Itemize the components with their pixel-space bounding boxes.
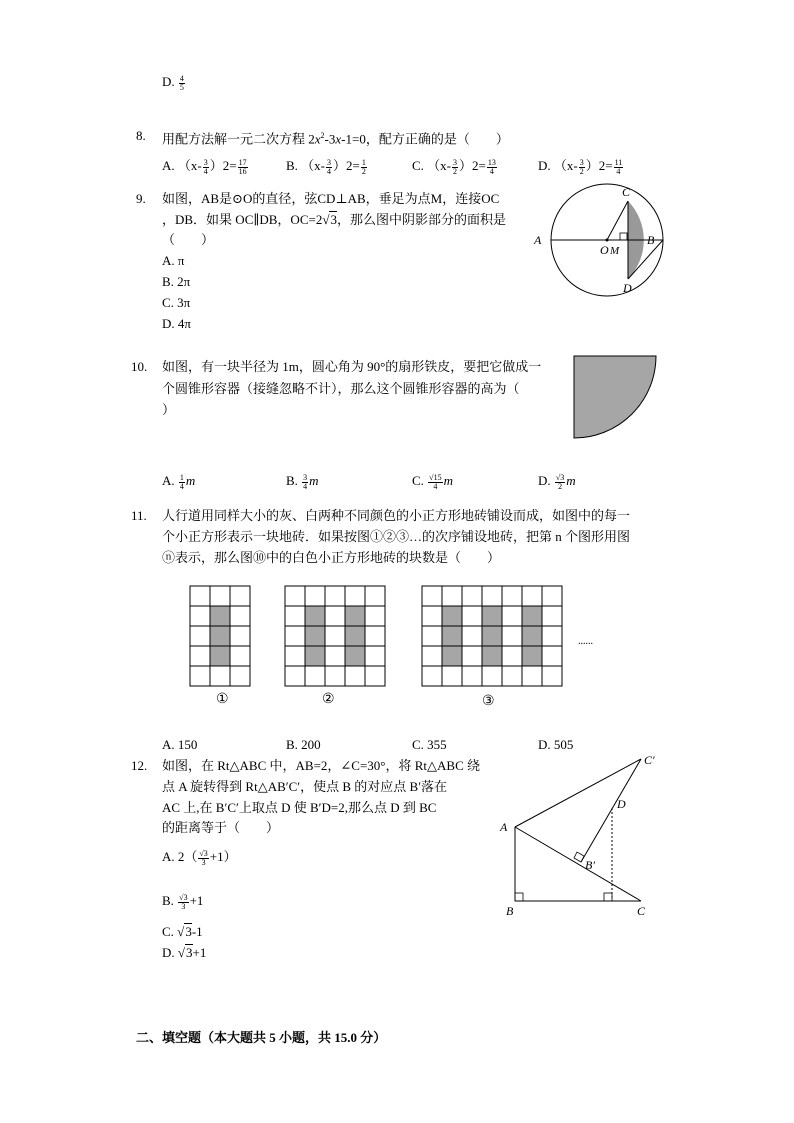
q9-option-a: A. π bbox=[162, 253, 185, 268]
q9-option-c: C. 3π bbox=[162, 295, 191, 310]
q12-triangle-figure bbox=[495, 750, 670, 922]
white-tile bbox=[365, 666, 385, 686]
gray-tile bbox=[210, 606, 230, 626]
section-2-title: 二、填空题（本大题共 5 小题，共 15.0 分） bbox=[136, 1030, 387, 1045]
q11-line2: 个小正方形表示一块地砖．如果按图①②③…的次序铺设地砖，把第 n 个图形用图 bbox=[162, 529, 631, 544]
q7-option-d bbox=[162, 74, 186, 92]
gray-tile bbox=[522, 606, 542, 626]
white-tile bbox=[422, 666, 442, 686]
gray-tile bbox=[305, 606, 325, 626]
white-tile bbox=[285, 626, 305, 646]
fraction: $\frac{1}{4}$ bbox=[179, 472, 184, 491]
q9-line2: ，DB．如果 OC∥DB，OC=2√3，那么图中阴影部分的面积是 bbox=[162, 212, 506, 227]
q12-option-c: C. √3-1 bbox=[162, 924, 203, 939]
white-tile bbox=[462, 626, 482, 646]
white-tile bbox=[190, 646, 210, 666]
white-tile bbox=[325, 646, 345, 666]
q9-option-d: D. 4π bbox=[162, 316, 191, 331]
label-m: M bbox=[610, 245, 620, 257]
white-tile bbox=[365, 606, 385, 626]
q11-line3: ⓝ表示，那么图⑩中的白色小正方形地砖的块数是（ ） bbox=[162, 550, 501, 565]
white-tile bbox=[365, 646, 385, 666]
white-tile bbox=[190, 626, 210, 646]
fraction: $\frac{3}{4}$ bbox=[203, 157, 208, 176]
gray-tile bbox=[442, 646, 462, 666]
q10-option-a: A. $\frac{1}{4}$ m bbox=[162, 472, 196, 491]
white-tile bbox=[482, 666, 502, 686]
q8-option-d: D. （x- $\frac{3}{2}$ ）2= $\frac{11}{4}$ bbox=[538, 157, 623, 176]
fraction: $\frac{17}{16}$ bbox=[238, 157, 247, 176]
q12-line2: 点 A 旋转得到 Rt△AB′C′，使点 B 的对应点 B′落在 bbox=[162, 779, 448, 794]
white-tile bbox=[285, 606, 305, 626]
label-d: D bbox=[623, 281, 632, 295]
tile-figure-2 bbox=[285, 586, 385, 686]
white-tile bbox=[542, 666, 562, 686]
white-tile bbox=[345, 586, 365, 606]
gray-tile bbox=[482, 606, 502, 626]
white-tile bbox=[542, 606, 562, 626]
q11-option-a: A. 150 bbox=[162, 737, 198, 752]
q11-fig-label-1: ① bbox=[216, 692, 229, 707]
fraction: $\frac{3}{4}$ bbox=[303, 472, 308, 491]
label-d: D bbox=[617, 797, 626, 811]
white-tile bbox=[502, 626, 522, 646]
white-tile bbox=[542, 586, 562, 606]
q10-option-b: B. $\frac{3}{4}$ m bbox=[286, 472, 319, 491]
white-tile bbox=[230, 646, 250, 666]
white-tile bbox=[190, 586, 210, 606]
white-tile bbox=[325, 626, 345, 646]
q10-sector-figure bbox=[570, 353, 662, 443]
white-tile bbox=[325, 606, 345, 626]
white-tile bbox=[230, 586, 250, 606]
gray-tile bbox=[305, 626, 325, 646]
white-tile bbox=[190, 666, 210, 686]
gray-tile bbox=[442, 626, 462, 646]
white-tile bbox=[542, 646, 562, 666]
white-tile bbox=[442, 666, 462, 686]
label-a: A bbox=[500, 820, 508, 834]
q10-line1: 如图，有一块半径为 1m，圆心角为 90°的扇形铁皮，要把它做成一 bbox=[162, 359, 542, 374]
q12-line1: 如图，在 Rt△ABC 中，AB=2，∠C=30°，将 Rt△ABC 绕 bbox=[162, 758, 481, 773]
white-tile bbox=[462, 586, 482, 606]
white-tile bbox=[190, 606, 210, 626]
white-tile bbox=[305, 666, 325, 686]
q11-tile-figures bbox=[180, 580, 620, 710]
q12-option-a: A. 2（ $\frac{√3}{3}$ +1） bbox=[162, 848, 237, 867]
q9-number: 9. bbox=[136, 191, 146, 206]
white-tile bbox=[422, 626, 442, 646]
q11-option-d: D. 505 bbox=[538, 737, 574, 752]
label-b: B bbox=[506, 904, 514, 918]
q10-option-d: D. $\frac{√3}{2}$ m bbox=[538, 472, 576, 491]
gray-tile bbox=[482, 646, 502, 666]
q9-line3: （ ） bbox=[162, 232, 215, 247]
white-tile bbox=[325, 586, 345, 606]
q8-option-c: C. （x- $\frac{3}{2}$ ）2= $\frac{13}{4}$ bbox=[412, 157, 496, 176]
white-tile bbox=[462, 646, 482, 666]
gray-tile bbox=[210, 646, 230, 666]
q9-circle-figure bbox=[530, 180, 670, 300]
q8-option-a: A. （x- $\frac{3}{4}$ ）2= $\frac{17}{16}$ bbox=[162, 157, 247, 176]
gray-tile bbox=[522, 626, 542, 646]
q10-line2: 个圆锥形容器（接缝忽略不计），那么这个圆锥形容器的高为（ bbox=[162, 381, 520, 396]
white-tile bbox=[285, 646, 305, 666]
q9-option-b: B. 2π bbox=[162, 274, 191, 289]
fraction: $\frac{√3}{3}$ bbox=[199, 848, 208, 867]
white-tile bbox=[422, 646, 442, 666]
white-tile bbox=[502, 586, 522, 606]
q8-stem: 用配方法解一元二次方程 $2x^2-3x-1=0$，配方正确的是（ ） bbox=[162, 131, 509, 147]
fraction: $\frac{3}{2}$ bbox=[579, 157, 584, 176]
q12-line3: AC 上,在 B′C′上取点 D 使 B′D=2,那么点 D 到 BC bbox=[162, 800, 437, 815]
fraction: $\frac{13}{4}$ bbox=[487, 157, 496, 176]
q11-option-b: B. 200 bbox=[286, 737, 321, 752]
q8-number: 8. bbox=[136, 128, 146, 143]
fraction: $\frac{3}{2}$ bbox=[453, 157, 458, 176]
fraction: $\frac{1}{2}$ bbox=[361, 157, 366, 176]
option-label: D. bbox=[162, 74, 175, 89]
label-o: O bbox=[600, 243, 609, 257]
gray-tile bbox=[522, 646, 542, 666]
tile-figure-1 bbox=[190, 586, 250, 686]
gray-tile bbox=[345, 626, 365, 646]
white-tile bbox=[365, 626, 385, 646]
white-tile bbox=[305, 586, 325, 606]
q12-line4: 的距离等于（ ） bbox=[162, 820, 280, 835]
gray-tile bbox=[210, 626, 230, 646]
fraction: $\frac{√3}{3}$ bbox=[179, 892, 188, 911]
gray-tile bbox=[482, 626, 502, 646]
white-tile bbox=[542, 626, 562, 646]
white-tile bbox=[422, 586, 442, 606]
tile-figure-3 bbox=[422, 586, 562, 686]
white-tile bbox=[285, 586, 305, 606]
label-c: C bbox=[622, 185, 631, 199]
q10-number: 10. bbox=[131, 359, 148, 374]
white-tile bbox=[522, 666, 542, 686]
gray-tile bbox=[345, 606, 365, 626]
q12-number: 12. bbox=[131, 758, 148, 773]
gray-tile bbox=[305, 646, 325, 666]
white-tile bbox=[522, 586, 542, 606]
q11-number: 11. bbox=[131, 508, 147, 523]
fraction: $\frac{√3}{2}$ bbox=[555, 472, 565, 491]
q10-option-c: C. $\frac{√15}{4}$ m bbox=[412, 472, 453, 491]
white-tile bbox=[210, 666, 230, 686]
white-tile bbox=[502, 646, 522, 666]
white-tile bbox=[462, 666, 482, 686]
q11-dots: ...... bbox=[578, 636, 593, 647]
q8-option-b: B. （x- $\frac{3}{4}$ ）2= $\frac{1}{2}$ bbox=[286, 157, 366, 176]
fraction: $\frac{√15}{4}$ bbox=[429, 472, 442, 491]
white-tile bbox=[210, 586, 230, 606]
white-tile bbox=[230, 606, 250, 626]
fraction: $\frac{4}{5}$ bbox=[179, 73, 184, 92]
white-tile bbox=[502, 606, 522, 626]
white-tile bbox=[325, 666, 345, 686]
gray-tile bbox=[442, 606, 462, 626]
q11-option-c: C. 355 bbox=[412, 737, 447, 752]
label-b-prime: B′ bbox=[585, 858, 595, 872]
white-tile bbox=[462, 606, 482, 626]
q11-line1: 人行道用同样大小的灰、白两种不同颜色的小正方形地砖铺设而成，如图中的每一 bbox=[162, 508, 631, 523]
gray-tile bbox=[345, 646, 365, 666]
white-tile bbox=[230, 666, 250, 686]
white-tile bbox=[365, 586, 385, 606]
label-b: B bbox=[647, 233, 655, 247]
q12-option-d: D. √3+1 bbox=[162, 945, 207, 960]
white-tile bbox=[345, 666, 365, 686]
white-tile bbox=[285, 666, 305, 686]
white-tile bbox=[442, 586, 462, 606]
label-c: C bbox=[637, 904, 646, 918]
label-a: A bbox=[534, 233, 542, 247]
white-tile bbox=[422, 606, 442, 626]
label-c-prime: C′ bbox=[644, 753, 655, 767]
white-tile bbox=[502, 666, 522, 686]
sqrt-symbol: √ bbox=[322, 212, 330, 227]
q10-line3: ） bbox=[162, 402, 176, 417]
q11-fig-label-2: ② bbox=[322, 692, 335, 707]
white-tile bbox=[230, 626, 250, 646]
q9-line1: 如图，AB是⊙O的直径，弦CD⊥AB，垂足为点M，连接OC bbox=[162, 191, 500, 206]
fraction: $\frac{11}{4}$ bbox=[614, 157, 623, 176]
q12-option-b: B. $\frac{√3}{3}$ +1 bbox=[162, 892, 204, 911]
q11-fig-label-3: ③ bbox=[482, 694, 495, 709]
white-tile bbox=[482, 586, 502, 606]
fraction: $\frac{3}{4}$ bbox=[327, 157, 332, 176]
